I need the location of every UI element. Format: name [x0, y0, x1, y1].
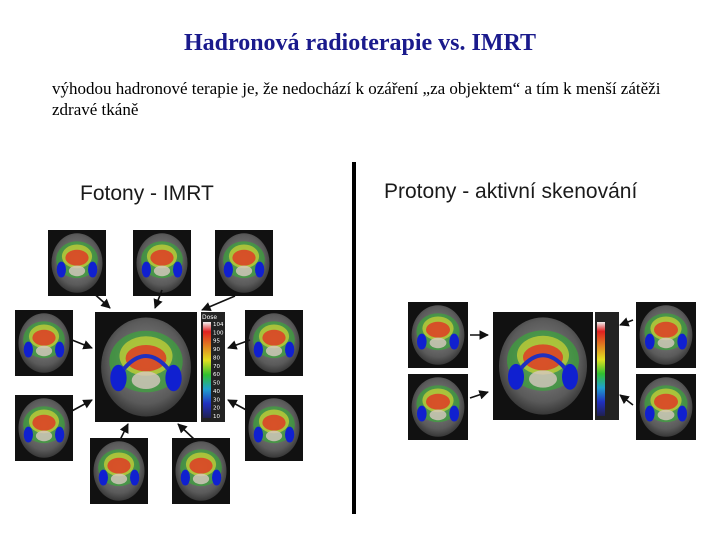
beam-arrow — [620, 395, 633, 405]
left-thumb-6 — [15, 395, 73, 461]
right-thumb-2 — [408, 374, 468, 440]
beam-arrow — [120, 424, 128, 440]
colorbar-tick: 10 — [213, 414, 220, 420]
beam-arrow — [72, 340, 92, 348]
slide-title: Hadronová radioterapie vs. IMRT — [183, 30, 537, 56]
left-thumb-7 — [245, 395, 303, 461]
left-thumb-5 — [245, 310, 303, 376]
photon-imrt-heading: Fotony - IMRT — [80, 182, 214, 205]
colorbar-tick: 20 — [213, 405, 220, 412]
left-thumb-9 — [172, 438, 230, 504]
beam-arrow — [620, 320, 633, 325]
colorbar-tick: 80 — [213, 355, 220, 362]
colorbar-tick: 60 — [213, 372, 220, 379]
colorbar-label: Dose — [202, 314, 218, 321]
proton-dose-map — [493, 312, 593, 420]
proton-colorbar — [595, 312, 619, 420]
colorbar-tick: 90 — [213, 347, 220, 354]
colorbar-tick: 100 — [213, 330, 224, 337]
left-thumb-3 — [215, 230, 273, 296]
beam-arrow — [202, 296, 235, 310]
colorbar-tick: 70 — [213, 363, 220, 370]
colorbar-tick: 104 — [213, 322, 224, 328]
dose-distributions — [95, 312, 593, 422]
photon-colorbar — [201, 312, 225, 422]
beam-arrow — [70, 400, 92, 412]
left-thumb-1 — [48, 230, 106, 296]
right-thumb-1 — [408, 302, 468, 368]
left-thumb-2 — [133, 230, 191, 296]
right-thumb-4 — [636, 374, 696, 440]
proton-scanning-heading: Protony - aktivní skenování — [384, 180, 638, 203]
right-thumb-3 — [636, 302, 696, 368]
photon-dose-map — [95, 312, 197, 422]
left-thumb-8 — [90, 438, 148, 504]
colorbar-tick: 30 — [213, 397, 220, 404]
colorbar-tick: 95 — [213, 338, 220, 345]
slide-subtitle: výhodou hadronové terapie je, že nedochází k ozáření „za objektem“ a tím k menší zátěži zdravé tkáně — [52, 79, 661, 119]
colorbar-tick: 40 — [213, 388, 220, 395]
beam-arrow — [470, 392, 488, 398]
left-thumb-4 — [15, 310, 73, 376]
colorbar-tick: 50 — [213, 380, 220, 387]
beam-arrow — [178, 424, 195, 440]
